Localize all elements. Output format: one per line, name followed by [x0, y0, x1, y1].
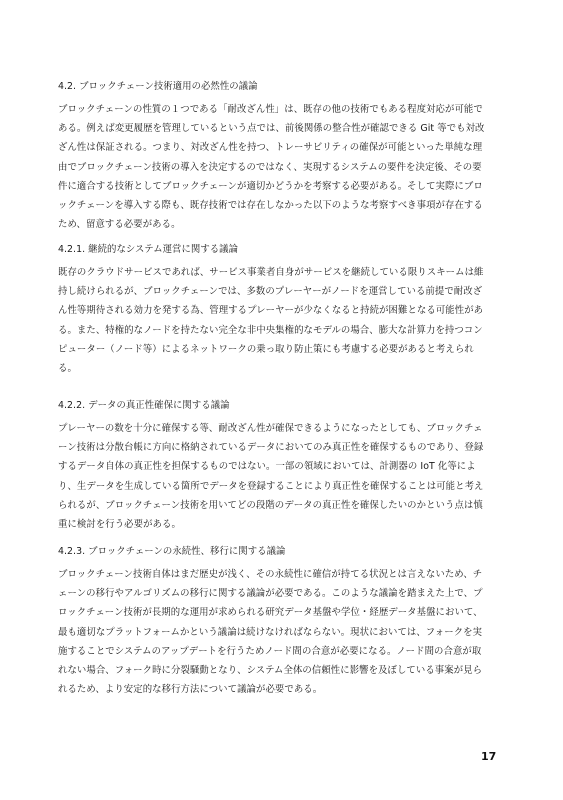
section-4-2-2 — [58, 399, 502, 534]
section-heading: 4.2.3. ブロックチェーンの永続性、移行に関する議論 — [58, 546, 286, 557]
text-line: プレーヤーの数を十分に確保する等、耐改ざん性が確保できるようになったとしても、ブロックチェ — [58, 423, 483, 434]
text-line: ある。例えば変更履歴を管理しているという点では、前後関係の整合性が確認できる Git 等でも対改 — [58, 123, 485, 135]
text-line: 持し続けられるが、ブロックチェーンでは、多数のプレーヤーがノードを運営している前提で耐改ざ — [58, 286, 483, 298]
section-body — [58, 419, 502, 534]
text-line: ブロックチェーンの性質の１つである「耐改ざん性」は、既存の他の技術でもある程度対応が可能で — [58, 104, 483, 115]
section-body — [58, 263, 502, 378]
text-line: 施することでシステムのアップデートを行うためノード間の合意が必要になる。ノード間の合意が取 — [58, 645, 482, 657]
section-4-2-1 — [58, 243, 502, 378]
text-line: 件に適合する技術としてブロックチェーンが適切かどうかを考察する必要がある。そして実際にブロ — [58, 180, 483, 192]
text-line: る。また、特権的なノードを持たない完全な非中央集権的なモデルの場合、膨大な計算力を持つコン — [58, 324, 483, 336]
text-line: ブロックチェーン技術自体はまだ歴史が浅く、その永続性に確信が持てる状況とは言えないため、チ — [58, 569, 483, 580]
section-4-2 — [58, 80, 502, 234]
text-line: 最も適切なプラットフォームかという議論は続けなければならない。現状においては、フォークを実 — [58, 626, 483, 638]
section-heading: 4.2.1. 継続的なシステム運営に関する議論 — [58, 244, 239, 255]
section-heading: 4.2. ブロックチェーン技術適用の必然性の議論 — [58, 81, 258, 92]
text-line: れない場合、フォーク時に分裂騒動となり、システム全体の信頼性に影響を及ぼしている事案が見ら — [58, 664, 483, 676]
text-line: 重に検討を行う必要がある。 — [58, 518, 181, 530]
text-line: ざん性は保証される。つまり、対改ざん性を持つ、トレーサビリティの確保が可能といった単純な理 — [58, 142, 483, 154]
text-line: ェーンの移行やアルゴリズムの移行に関する議論が必要である。このような議論を踏まえた上で、プ — [58, 588, 483, 600]
text-line: られるが、ブロックチェーン技術を用いてどの段階のデータの真正性を確保したいのかという点は慎 — [58, 499, 483, 511]
text-line: ロックチェーン技術が長期的な運用が求められる研究データ基盤や学位・経歴データ基盤において、 — [58, 607, 483, 619]
text-line: り、生データを生成している箇所でデータを登録することにより真正性を確保することは可能と考え — [58, 480, 484, 492]
text-line: 既存のクラウドサービスであれば、サービス事業者自身がサービスを継続している限りスキームは維 — [58, 267, 484, 278]
page-number: 17 — [481, 750, 497, 763]
text-line: ックチェーンを導入する際も、既存技術では存在しなかった以下のような考察すべき事項が存在する — [58, 199, 483, 211]
text-line: ーン技術は分散台帳に方向に格納されているデータにおいてのみ真正性を確保するものであり、登録 — [58, 442, 484, 454]
text-line: れるため、より安定的な移行方法について議論が必要である。 — [58, 684, 323, 696]
text-line: ピューター（ノード等）によるネットワークの乗っ取り防止策にも考慮する必要があると考えられ — [58, 343, 474, 355]
section-4-2-3 — [58, 545, 502, 699]
text-line: するデータ自体の真正性を担保するものではない。一部の領域においては、計測器の IoT 化等によ — [58, 461, 476, 473]
text-line: 由でブロックチェーン技術の導入を決定するのではなく、実現するシステムの要件を決定後、その要 — [58, 161, 482, 173]
section-heading: 4.2.2. データの真正性確保に関する議論 — [58, 400, 230, 411]
text-line: ため、留意する必要がある。 — [58, 219, 181, 231]
section-body — [58, 100, 502, 234]
text-line: ん性等期待される効力を発する為、管理するプレーヤーが少なくなると持続が困難となる可能性があ — [58, 305, 484, 317]
text-line: る。 — [58, 362, 77, 374]
section-body — [58, 565, 502, 699]
